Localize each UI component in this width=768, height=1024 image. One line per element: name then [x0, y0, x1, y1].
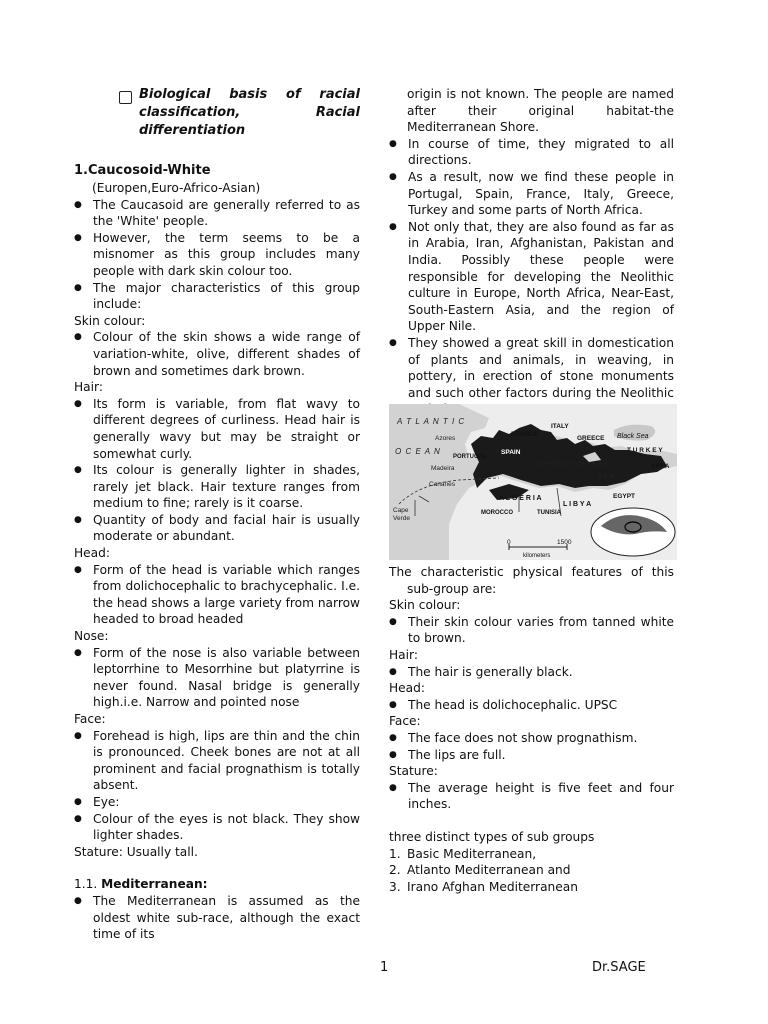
label-head: Head: — [74, 546, 110, 561]
section-subtitle: (Europen,Euro-Africo-Asian) — [92, 181, 261, 195]
heading-checkbox[interactable] — [119, 91, 132, 104]
list-item: ● The face does not show prognathism. — [389, 730, 674, 747]
map-label: L I B Y A — [563, 501, 592, 508]
features-intro: The characteristic physical features of this — [389, 565, 674, 579]
map-label: A T L A N T I C — [397, 417, 466, 426]
list-item: ● Quantity of body and facial hair is usually moderate or abundant. — [74, 512, 360, 545]
footer-author: Dr.SAGE — [592, 960, 646, 975]
list-item: ● The major characteristics of this group include: — [74, 280, 360, 313]
list-item: ● They showed a great skill in domestication of plants and animals, in weaving, in pottery, in erection of stone monuments and such other factors during the Neolithic — [389, 335, 674, 418]
label-skin: Skin colour: — [74, 313, 146, 328]
mediterranean-map — [389, 404, 677, 560]
label-skin: Skin colour: — [389, 598, 461, 613]
map-label: Cape — [393, 507, 409, 514]
map-label: 0 — [507, 539, 511, 546]
map-label: MOROCCO — [481, 510, 513, 516]
list-item: ● Not only that, they are also found as far as in Arabia, Iran, Afghanistan, Pakistan and India. Possibly these people were responsible for developing the Neolithic culture in Europe, North Africa, Near-East, South-Eastern Asia, and the region of Upper Nile. — [389, 219, 674, 335]
heading-line: classification, Racial — [139, 105, 360, 120]
label-face: Face: — [389, 714, 421, 729]
list-item: ● Colour of the skin shows a wide range of variation-white, olive, different shades of brown and sometimes dark brown. — [74, 329, 360, 379]
map-label: Azores — [435, 435, 456, 442]
section-title: 1.Caucosoid-White — [74, 163, 211, 178]
subsection-number: 1.1. — [74, 877, 98, 892]
map-label: Madeira — [431, 465, 455, 472]
list-item: ● The head is dolichocephalic. UPSC — [389, 697, 674, 714]
subsection-name: Mediterranean: — [101, 877, 208, 892]
continued-text: origin is not known. The people are named after their original habitat-the Mediterranean Shore. — [407, 87, 674, 135]
list-item: 2. Atlanto Mediterranean and — [389, 863, 571, 878]
list-item: 1. Basic Mediterranean, — [389, 846, 537, 861]
list-item: ● As a result, now we find these people in Portugal, Spain, France, Italy, Greece, Turkey and some parts of North Africa. — [389, 169, 674, 219]
map-label: TUNISIA — [537, 510, 561, 516]
map-label: M e d i t e r r a n e a n — [539, 461, 608, 468]
list-item: ● The Mediterranean is assumed as the oldest white sub-race, although the exact time of its — [74, 893, 360, 943]
map-label: 1500 — [557, 539, 572, 546]
list-item: ● The average height is five feet and four inches. — [389, 780, 674, 813]
document-heading — [74, 86, 360, 140]
label-stature: Stature: — [389, 764, 438, 779]
subsection-title — [74, 876, 360, 893]
list-item: ● Form of the head is variable which ranges from dolichocephalic to brachycephalic. I.e. the head shows a large variety from narrow headed to broad headed — [74, 562, 360, 628]
stature-line: Stature: Usually tall. — [74, 844, 198, 859]
list-item: ● Its colour is generally lighter in shades, rarely jet black. Hair texture ranges from medium to fine; rarely is it coarse. — [74, 462, 360, 512]
heading-line: Biological basis of racial — [139, 87, 360, 102]
map-label: O C E A N — [395, 447, 441, 456]
list-item: ● Form of the nose is also variable between leptorrhine to Mesorrhine but platyrrine is never found. Nasal bridge is generally high.i.e. Narrow and pointed nose — [74, 645, 360, 711]
label-head: Head: — [389, 681, 425, 696]
map-label: FRANCE — [511, 431, 539, 438]
features-block — [389, 564, 674, 895]
list-item: ● Its form is variable, from flat wavy to different degrees of curliness. Head hair is generally wavy but may be straight or somewhat curly. — [74, 396, 360, 462]
subgroups-intro: three distinct types of sub groups — [389, 829, 595, 844]
map-label: Canaries — [429, 481, 456, 488]
left-column — [74, 86, 360, 943]
features-intro-cont: sub-group are: — [407, 581, 497, 596]
label-hair: Hair: — [74, 380, 103, 395]
heading-line: differentiation — [139, 123, 246, 138]
map-label: EGYPT — [613, 493, 636, 500]
map-label: Black Sea — [617, 433, 649, 440]
list-item: ● The hair is generally black. — [389, 664, 674, 681]
list-item: ● However, the term seems to be a misnomer as this group includes many people with dark skin colour too. — [74, 230, 360, 280]
map-label: PORTUGAL — [453, 454, 487, 460]
list-item: ● Forehead is high, lips are thin and the chin is pronounced. Cheek bones are not at all prominent and facial prognathism is totally absent. — [74, 728, 360, 794]
map-label: GREECE — [577, 435, 605, 442]
map-label: ITALY — [551, 423, 569, 430]
list-item: ● Their skin colour varies from tanned white to brown. — [389, 614, 674, 647]
list-item: ● In course of time, they migrated to all directions. — [389, 136, 674, 169]
map-label: SYRIA — [651, 464, 670, 470]
list-item: ● The lips are full. — [389, 747, 674, 764]
list-item: ● Colour of the eyes is not black. They show lighter shades. — [74, 811, 360, 844]
label-nose: Nose: — [74, 629, 109, 644]
map-label: S e a — [597, 473, 614, 480]
map-label: Verde — [393, 515, 410, 522]
label-hair: Hair: — [389, 647, 418, 662]
list-item: 3. Irano Afghan Mediterranean — [389, 879, 578, 894]
map-label: SPAIN — [501, 449, 521, 456]
right-column — [389, 86, 674, 418]
map-label: A L G E R I A — [499, 495, 542, 502]
page-number: 1 — [380, 960, 389, 975]
map-label: kilometers — [523, 553, 551, 559]
list-item: ● Eye: — [74, 794, 360, 811]
list-item: ● The Caucasoid are generally referred to as the 'White' people. — [74, 197, 360, 230]
map-label: T U R K E Y — [627, 447, 663, 454]
label-face: Face: — [74, 712, 106, 726]
